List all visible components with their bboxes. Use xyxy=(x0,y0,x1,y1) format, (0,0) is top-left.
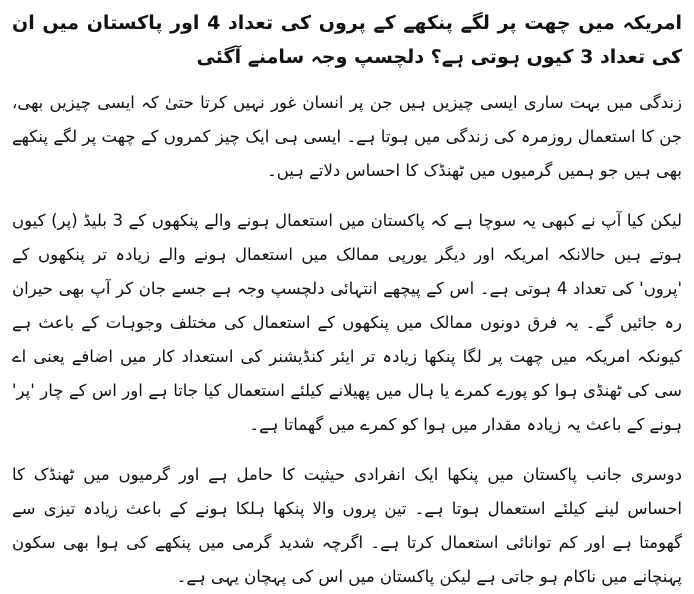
article-paragraph-1: زندگی میں بہت ساری ایسی چیزیں ہیں جن پر انسان غور نہیں کرتا حتیٰ کہ ایسی چیزیں بھی، جن کا استعمال روزمرہ کی زندگی میں ہوتا ہے۔ ایسی ہی ایک چیز کمروں کے چھت پر لگے پنکھے بھی ہیں جو ہمیں گرمیوں میں ٹھنڈک کا احساس دلاتے ہیں۔ xyxy=(12,93,682,180)
article-title: امریکہ میں چھت پر لگے پنکھے کے پروں کی تعداد 4 اور پاکستان میں ان کی تعداد 3 کیوں ہوتی ہے؟ دلچسپ وجہ سامنے آگئی xyxy=(12,12,682,68)
article-paragraph-2: لیکن کیا آپ نے کبھی یہ سوچا ہے کہ پاکستان میں استعمال ہونے والے پنکھوں کے 3 بلیڈ (پر) کیوں ہوتے ہیں حالانکہ امریکہ اور دیگر یورپی ممالک میں استعمال ہونے والے زیادہ تر پنکھوں کے 'پروں' کی تعداد 4 ہوتی ہے۔ اس کے پیچھے انتہائی دلچسپ وجہ ہے جسے جان کر آپ بھی حیران رہ جائیں گے۔ یہ فرق دونوں ممالک میں پنکھوں کے استعمال کی مختلف وجوہات کے باعث ہے کیونکہ امریکہ میں چھت پر لگا پنکھا زیادہ تر ایئر کنڈیشنر کی استعداد کار میں اضافے یعنی اے سی کی ٹھنڈی ہوا کو پورے کمرے یا ہال میں پھیلانے کیلئے استعمال کیا جاتا ہے اور اس کے چار 'پر' ہونے کے باعث یہ زیادہ مقدار میں ہوا کو کمرے میں گھماتا ہے۔ xyxy=(12,211,683,434)
article-paragraph-3: دوسری جانب پاکستان میں پنکھا ایک انفرادی حیثیت کا حامل ہے اور گرمیوں میں ٹھنڈک کا احساس لینے کیلئے استعمال ہوتا ہے۔ تین پروں والا پنکھا ہلکا ہونے کے باعث زیادہ تیزی سے گھومتا ہے اور کم توانائی استعمال کرتا ہے۔ اگرچہ شدید گرمی میں پنکھے کی ہوا بھی سکون پہنچانے میں ناکام ہو جاتی ہے لیکن پاکستان میں اس کی پہچان یہی ہے۔ xyxy=(12,465,682,586)
